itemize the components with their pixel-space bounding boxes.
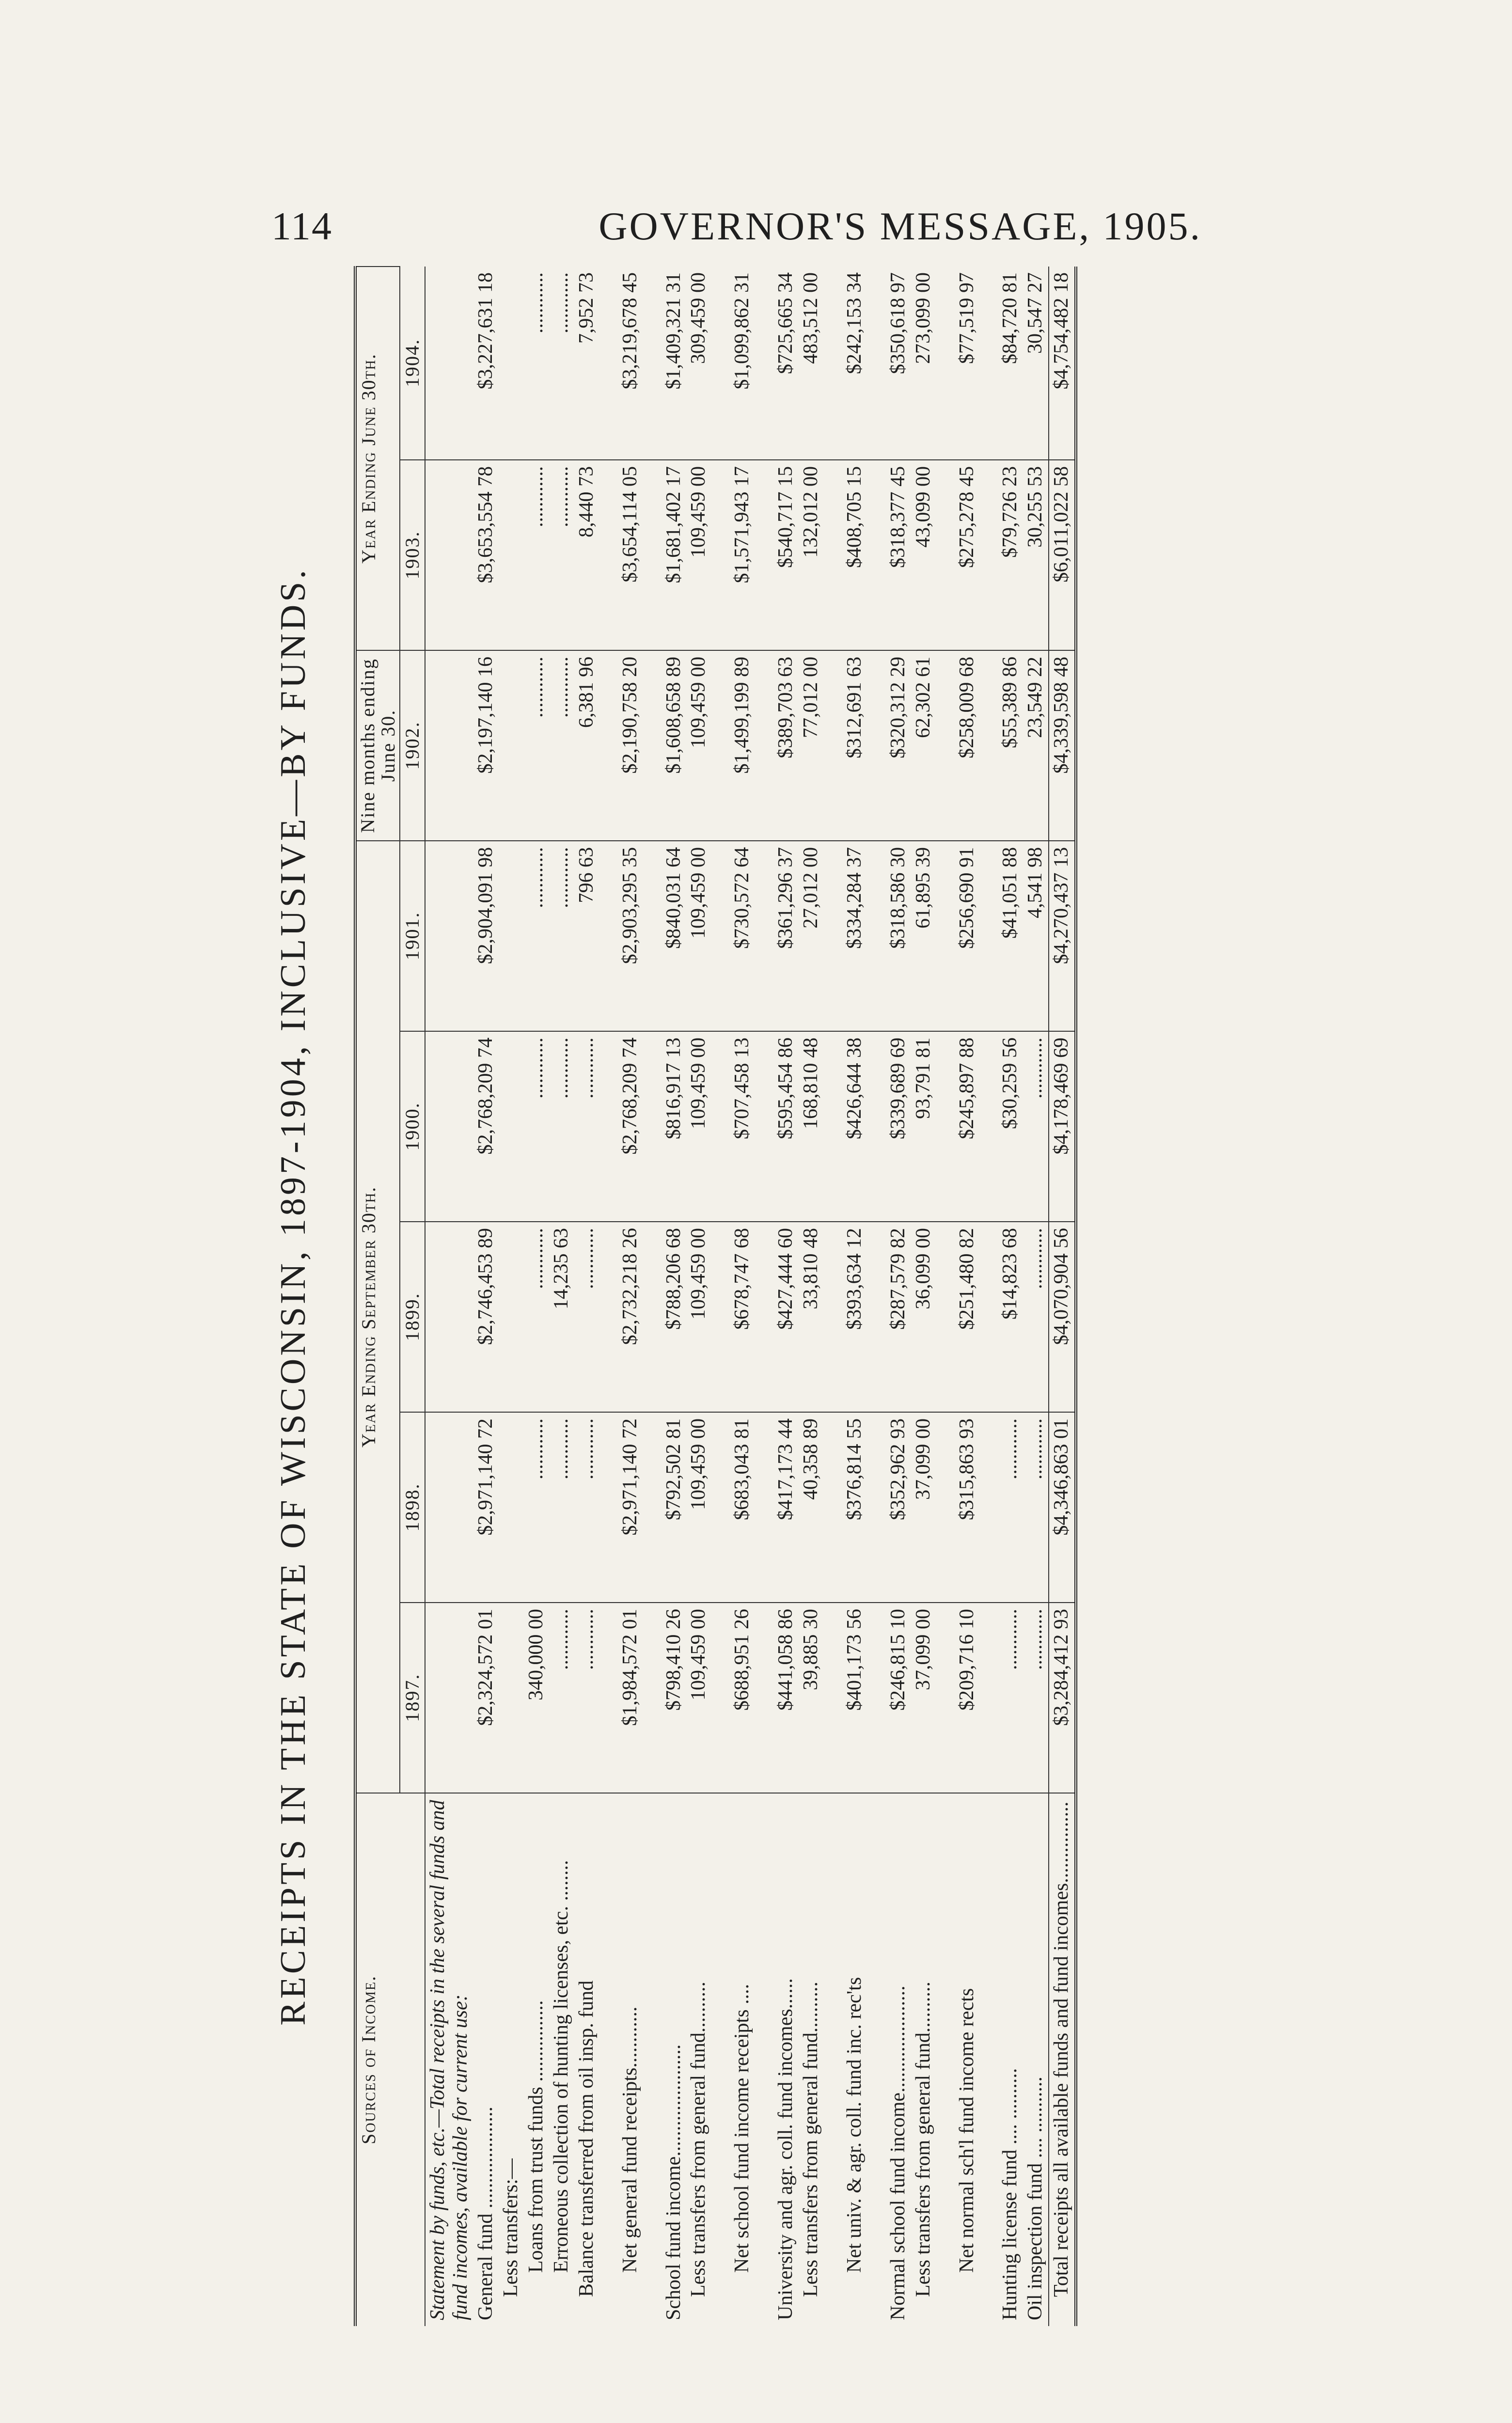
cell-value: $441,058 86 — [773, 1603, 799, 1793]
cell-value: 61,895 39 — [911, 841, 936, 1031]
cell-value: $2,768,209 74 — [473, 1031, 499, 1222]
cell-value: $245,897 88 — [955, 1031, 980, 1222]
cell-value: 33,810 48 — [799, 1222, 824, 1412]
cell-value: $393,634 12 — [842, 1222, 867, 1412]
table-row — [886, 267, 911, 2326]
cell-value: $246,815 10 — [886, 1603, 911, 1793]
cell-value: ............ — [524, 1412, 549, 1603]
cell-value: 23,549 22 — [1023, 650, 1049, 841]
table-row — [499, 267, 524, 2326]
cell-value: ............ — [549, 841, 574, 1031]
cell-value: 36,099 00 — [911, 1222, 936, 1412]
cell-value: $2,732,218 26 — [618, 1222, 643, 1412]
cell-value: ............ — [549, 650, 574, 841]
cell-value: 37,099 00 — [911, 1603, 936, 1793]
cell-value: 30,547 27 — [1023, 267, 1049, 460]
table-row — [618, 267, 643, 2326]
table-row — [955, 267, 980, 2326]
row-label: Oil inspection fund .... ........... — [1023, 1793, 1049, 2326]
cell-value: $798,410 26 — [662, 1603, 687, 1793]
year-header: 1900. — [400, 1031, 425, 1222]
cell-value: $788,206 68 — [662, 1222, 687, 1412]
cell-value: $2,971,140 72 — [473, 1412, 499, 1603]
cell-value: 168,810 48 — [799, 1031, 824, 1222]
cell-value: $1,499,199 89 — [730, 650, 755, 841]
cell-value: 37,099 00 — [911, 1412, 936, 1603]
year-header: 1902. — [400, 650, 425, 841]
cell-value: ............ — [998, 1603, 1023, 1793]
cell-value: ............ — [574, 1031, 599, 1222]
cell-value: $315,863 93 — [955, 1412, 980, 1603]
row-label: Less transfers from general fund.......... — [686, 1793, 711, 2326]
cell-value: $2,971,140 72 — [618, 1412, 643, 1603]
cell-value: $30,259 56 — [998, 1031, 1023, 1222]
running-head: GOVERNOR'S MESSAGE, 1905. — [598, 204, 1202, 248]
cell-value: $209,716 10 — [955, 1603, 980, 1793]
cell-value: ............ — [549, 1603, 574, 1793]
cell-value: $3,654,114 05 — [618, 460, 643, 650]
cell-value: $401,173 56 — [842, 1603, 867, 1793]
cell-value: $334,284 37 — [842, 841, 867, 1031]
cell-value: ............ — [524, 841, 549, 1031]
table-title: RECEIPTS IN THE STATE OF WISCONSIN, 1897-1904, INCLUSIVE—BY FUNDS. — [273, 567, 313, 2026]
cell-value: $258,009 68 — [955, 650, 980, 841]
cell-value: ............ — [574, 1603, 599, 1793]
cell-value: $816,917 13 — [662, 1031, 687, 1222]
cell-value: ............ — [524, 1031, 549, 1222]
cell-value: $14,823 68 — [998, 1222, 1023, 1412]
cell-value: $1,984,572 01 — [618, 1603, 643, 1793]
cell-value: $4,339,598 48 — [1049, 650, 1076, 841]
cell-value: $318,586 30 — [886, 841, 911, 1031]
nine-months-header: Nine months ending June 30. — [355, 650, 400, 841]
cell-value: $2,904,091 98 — [473, 841, 499, 1031]
cell-value: $540,717 15 — [773, 460, 799, 650]
cell-value: $6,011,022 58 — [1049, 460, 1076, 650]
cell-value: 4,541 98 — [1023, 841, 1049, 1031]
cell-value: ............ — [549, 1412, 574, 1603]
cell-value: 93,791 81 — [911, 1031, 936, 1222]
table-row — [842, 267, 867, 2326]
cell-value: $688,951 26 — [730, 1603, 755, 1793]
cell-value: $287,579 82 — [886, 1222, 911, 1412]
row-label: Normal school fund income..................... — [886, 1793, 911, 2326]
cell-value: $427,444 60 — [773, 1222, 799, 1412]
cell-value: $256,690 91 — [955, 841, 980, 1031]
cell-value: 7,952 73 — [574, 267, 599, 460]
intro-row — [425, 267, 474, 2326]
cell-value: $4,270,437 13 — [1049, 841, 1076, 1031]
table-row — [799, 267, 824, 2326]
cell-value: $730,572 64 — [730, 841, 755, 1031]
cell-value: ............ — [549, 460, 574, 650]
row-label: Less transfers from general fund.......... — [911, 1793, 936, 2326]
table-row — [662, 267, 687, 2326]
cell-value: $725,665 34 — [773, 267, 799, 460]
year-header: 1899. — [400, 1222, 425, 1412]
cell-value: $1,681,402 17 — [662, 460, 687, 650]
year-header: 1897. — [400, 1603, 425, 1793]
rotated-table-container — [267, 267, 1299, 2326]
cell-value: $389,703 63 — [773, 650, 799, 841]
cell-value: 109,459 00 — [686, 650, 711, 841]
cell-value: ............ — [1023, 1603, 1049, 1793]
row-label: Less transfers:— — [499, 1793, 524, 2326]
row-label: Net univ. & agr. coll. fund inc. rec'ts — [842, 1793, 867, 2326]
cell-value: ............ — [524, 267, 549, 460]
cell-value: $84,720 81 — [998, 267, 1023, 460]
cell-value: 109,459 00 — [686, 1603, 711, 1793]
cell-value: ............ — [1023, 1222, 1049, 1412]
cell-value: 309,459 00 — [686, 267, 711, 460]
cell-value: $41,051 88 — [998, 841, 1023, 1031]
cell-value: $2,190,758 20 — [618, 650, 643, 841]
table-row — [773, 267, 799, 2326]
cell-value: 43,099 00 — [911, 460, 936, 650]
cell-value: ............ — [998, 1412, 1023, 1603]
sources-header: Sources of Income. — [355, 1793, 425, 2326]
cell-value: $312,691 63 — [842, 650, 867, 841]
cell-value: 109,459 00 — [686, 1031, 711, 1222]
table-row — [574, 267, 599, 2326]
cell-value: $1,409,321 31 — [662, 267, 687, 460]
cell-value: $840,031 64 — [662, 841, 687, 1031]
cell-value: 8,440 73 — [574, 460, 599, 650]
cell-value: $376,814 55 — [842, 1412, 867, 1603]
page-number: 114 — [271, 204, 332, 248]
row-label: Balance transferred from oil insp. fund — [574, 1793, 599, 2326]
cell-value: $350,618 97 — [886, 267, 911, 460]
row-label: Net general fund receipts............ — [618, 1793, 643, 2326]
cell-value: $683,043 81 — [730, 1412, 755, 1603]
cell-value: 14,235 63 — [549, 1222, 574, 1412]
cell-value: ............ — [524, 650, 549, 841]
row-label: University and agr. coll. fund incomes...... — [773, 1793, 799, 2326]
table-row — [473, 267, 499, 2326]
cell-value: 27,012 00 — [799, 841, 824, 1031]
cell-value: 132,012 00 — [799, 460, 824, 650]
page-header — [0, 204, 1512, 262]
cell-value: ............ — [549, 267, 574, 460]
cell-value: $251,480 82 — [955, 1222, 980, 1412]
cell-value: $242,153 34 — [842, 267, 867, 460]
row-label: Net normal sch'l fund income rects — [955, 1793, 980, 2326]
cell-value: $3,284,412 93 — [1049, 1603, 1076, 1793]
year-header: 1898. — [400, 1412, 425, 1603]
table-row — [549, 267, 574, 2326]
cell-value: $4,754,482 18 — [1049, 267, 1076, 460]
cell-value: $408,705 15 — [842, 460, 867, 650]
cell-value: ............ — [1023, 1031, 1049, 1222]
cell-value: $417,173 44 — [773, 1412, 799, 1603]
row-label: Net school fund income receipts .... — [730, 1793, 755, 2326]
cell-value: $79,726 23 — [998, 460, 1023, 650]
intro-text: Statement by funds, etc.—Total receipts in the several funds and fund incomes, available for current use: — [425, 1793, 474, 2326]
cell-value: 77,012 00 — [799, 650, 824, 841]
cell-value: $2,903,295 35 — [618, 841, 643, 1031]
cell-value: $595,454 86 — [773, 1031, 799, 1222]
cell-value: 109,459 00 — [686, 1222, 711, 1412]
cell-value: $361,296 37 — [773, 841, 799, 1031]
cell-value: 340,000 00 — [524, 1603, 549, 1793]
cell-value: 109,459 00 — [686, 841, 711, 1031]
cell-value: ............ — [549, 1031, 574, 1222]
cell-value: $2,197,140 16 — [473, 650, 499, 841]
table-row — [911, 267, 936, 2326]
cell-value: ............ — [524, 460, 549, 650]
cell-value: 30,255 53 — [1023, 460, 1049, 650]
cell-value: $4,178,469 69 — [1049, 1031, 1076, 1222]
row-label: School fund income...................... — [662, 1793, 687, 2326]
cell-value: $352,962 93 — [886, 1412, 911, 1603]
cell-value: ............ — [1023, 1412, 1049, 1603]
cell-value: $4,070,904 56 — [1049, 1222, 1076, 1412]
cell-value: ............ — [524, 1222, 549, 1412]
cell-value: 273,099 00 — [911, 267, 936, 460]
row-label: Hunting license fund .... .......... — [998, 1793, 1023, 2326]
cell-value: $1,099,862 31 — [730, 267, 755, 460]
cell-value: $2,746,453 89 — [473, 1222, 499, 1412]
row-label: Erroneous collection of hunting licenses, etc. ........ — [549, 1793, 574, 2326]
cell-value: 796 63 — [574, 841, 599, 1031]
table-row — [1023, 267, 1049, 2326]
cell-value: $3,653,554 78 — [473, 460, 499, 650]
year-header: 1901. — [400, 841, 425, 1031]
cell-value: 6,381 96 — [574, 650, 599, 841]
row-label: General fund .................... — [473, 1793, 499, 2326]
cell-value: $707,458 13 — [730, 1031, 755, 1222]
year-header: 1903. — [400, 460, 425, 650]
cell-value: $3,227,631 18 — [473, 267, 499, 460]
cell-value: $320,312 29 — [886, 650, 911, 841]
cell-value: $1,608,658 89 — [662, 650, 687, 841]
cell-value: $1,571,943 17 — [730, 460, 755, 650]
year-header: 1904. — [400, 267, 425, 460]
table-row — [524, 267, 549, 2326]
cell-value: $318,377 45 — [886, 460, 911, 650]
row-label: Loans from trust funds ................ — [524, 1793, 549, 2326]
cell-value: $275,278 45 — [955, 460, 980, 650]
cell-value: $77,519 97 — [955, 267, 980, 460]
table-row — [998, 267, 1023, 2326]
cell-value: $55,389 86 — [998, 650, 1023, 841]
cell-value: $3,219,678 45 — [618, 267, 643, 460]
group-header-june: Year Ending June 30th. — [355, 267, 400, 650]
cell-value: $2,768,209 74 — [618, 1031, 643, 1222]
table-row — [730, 267, 755, 2326]
cell-value: 109,459 00 — [686, 460, 711, 650]
cell-value: $2,324,572 01 — [473, 1603, 499, 1793]
cell-value: 62,302 61 — [911, 650, 936, 841]
cell-value: $339,689 69 — [886, 1031, 911, 1222]
cell-value: 483,512 00 — [799, 267, 824, 460]
row-label: Less transfers from general fund.......... — [799, 1793, 824, 2326]
group-header-september: Year Ending September 30th. — [355, 841, 400, 1793]
cell-value: $792,502 81 — [662, 1412, 687, 1603]
cell-value: $4,346,863 01 — [1049, 1412, 1076, 1603]
cell-value: $678,747 68 — [730, 1222, 755, 1412]
cell-value: 40,358 89 — [799, 1412, 824, 1603]
cell-value: ............ — [574, 1412, 599, 1603]
cell-value: 39,885 30 — [799, 1603, 824, 1793]
receipts-table — [354, 266, 1077, 2326]
table-row-total — [1049, 267, 1076, 2326]
cell-value: 109,459 00 — [686, 1412, 711, 1603]
cell-value: $426,644 38 — [842, 1031, 867, 1222]
cell-value: ............ — [574, 1222, 599, 1412]
table-row — [686, 267, 711, 2326]
row-label: Total receipts all available funds and fund incomes................ — [1049, 1793, 1076, 2326]
